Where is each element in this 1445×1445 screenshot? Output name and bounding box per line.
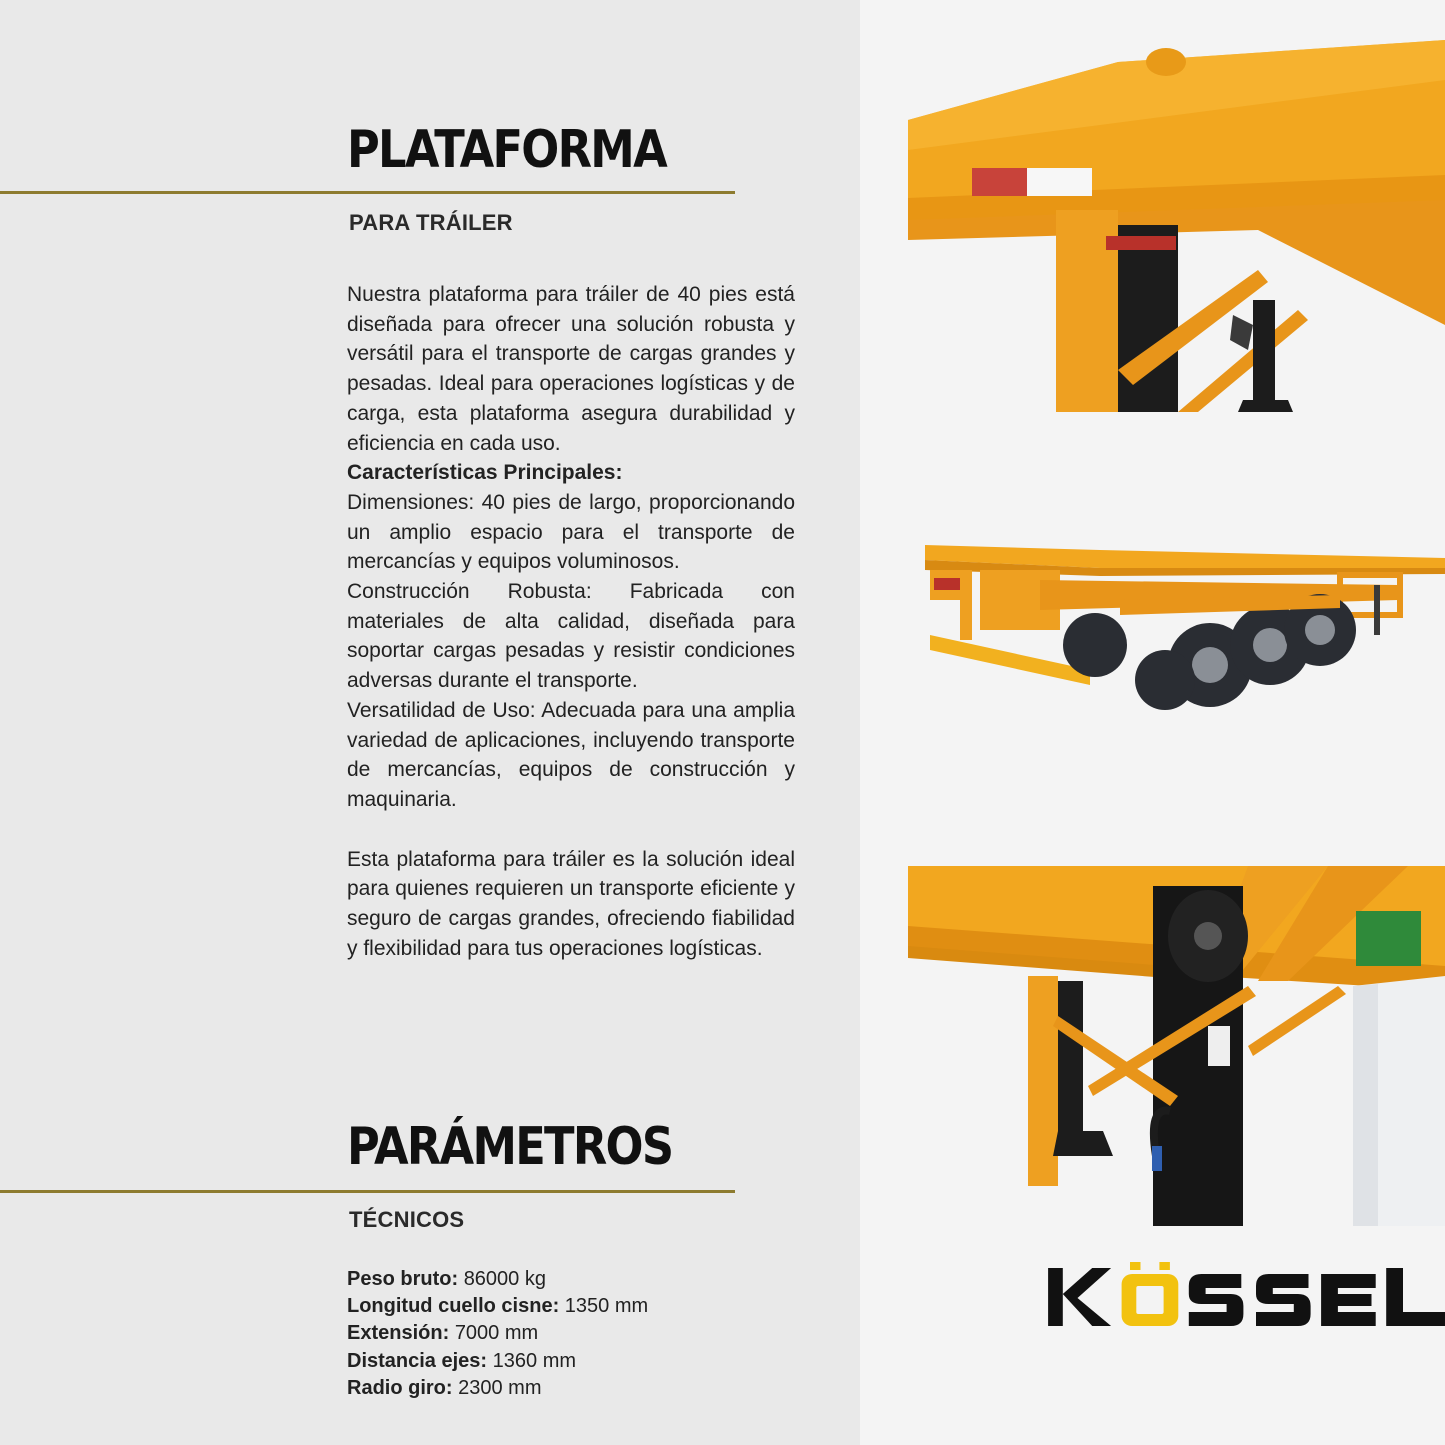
param-label: Distancia ejes: — [347, 1349, 488, 1372]
features-heading: Características Principales: — [347, 461, 623, 485]
paragraph-spacer — [347, 815, 795, 845]
parameters-title: PARÁMETROS — [347, 1117, 673, 1177]
page-subtitle: PARA TRÁILER — [349, 210, 513, 235]
param-row — [347, 1320, 787, 1347]
feature-construction: Construcción Robusta: Fabricada con materiales de alta calidad, diseñada para soportar cargas pesadas y resistir condiciones adversas durante el transporte. — [347, 580, 795, 693]
kossel-logo — [1046, 1262, 1445, 1345]
param-row — [347, 1266, 787, 1293]
param-row — [347, 1375, 787, 1402]
param-value: 1350 mm — [564, 1295, 649, 1318]
trailer-side-view-photo — [920, 540, 1445, 715]
parameters-list — [347, 1266, 787, 1402]
parameters-divider — [0, 1190, 735, 1193]
param-row — [347, 1293, 787, 1320]
feature-dimensions: Dimensiones: 40 pies de largo, proporcionando un amplio espacio para el transporte de mercancías y equipos voluminosos. — [347, 490, 795, 574]
trailer-underside-closeup-photo — [908, 40, 1445, 412]
param-label: Radio giro: — [347, 1376, 453, 1399]
intro-paragraph: Nuestra plataforma para tráiler de 40 pies está diseñada para ofrecer una solución robusta y versátil para el transporte de cargas grandes y pesadas. Ideal para operaciones logísticas y de carga, esta plataforma asegura durabilidad y eficiencia en cada uso. — [347, 283, 795, 455]
param-row — [347, 1348, 787, 1375]
param-label: Extensión: — [347, 1322, 450, 1345]
feature-versatility: Versatilidad de Uso: Adecuada para una amplia variedad de aplicaciones, incluyendo transporte de mercancías, equipos de construcción y maquinaria. — [347, 698, 795, 811]
title-divider — [0, 191, 735, 194]
param-label: Longitud cuello cisne: — [347, 1295, 560, 1318]
param-value: 7000 mm — [454, 1322, 539, 1345]
closing-paragraph: Esta plataforma para tráiler es la solución ideal para quienes requieren un transporte eficiente y seguro de cargas grandes, ofreciendo fiabilidad y flexibilidad para tus operaciones logísticas. — [347, 847, 795, 960]
param-value: 86000 kg — [463, 1268, 546, 1290]
param-label: Peso bruto: — [347, 1268, 459, 1290]
trailer-landing-gear-photo — [908, 866, 1445, 1226]
param-value: 1360 mm — [492, 1349, 577, 1372]
page-title: PLATAFORMA — [347, 120, 666, 180]
param-value: 2300 mm — [458, 1376, 542, 1399]
parameters-subtitle: TÉCNICOS — [349, 1207, 465, 1232]
description-block — [347, 280, 795, 963]
